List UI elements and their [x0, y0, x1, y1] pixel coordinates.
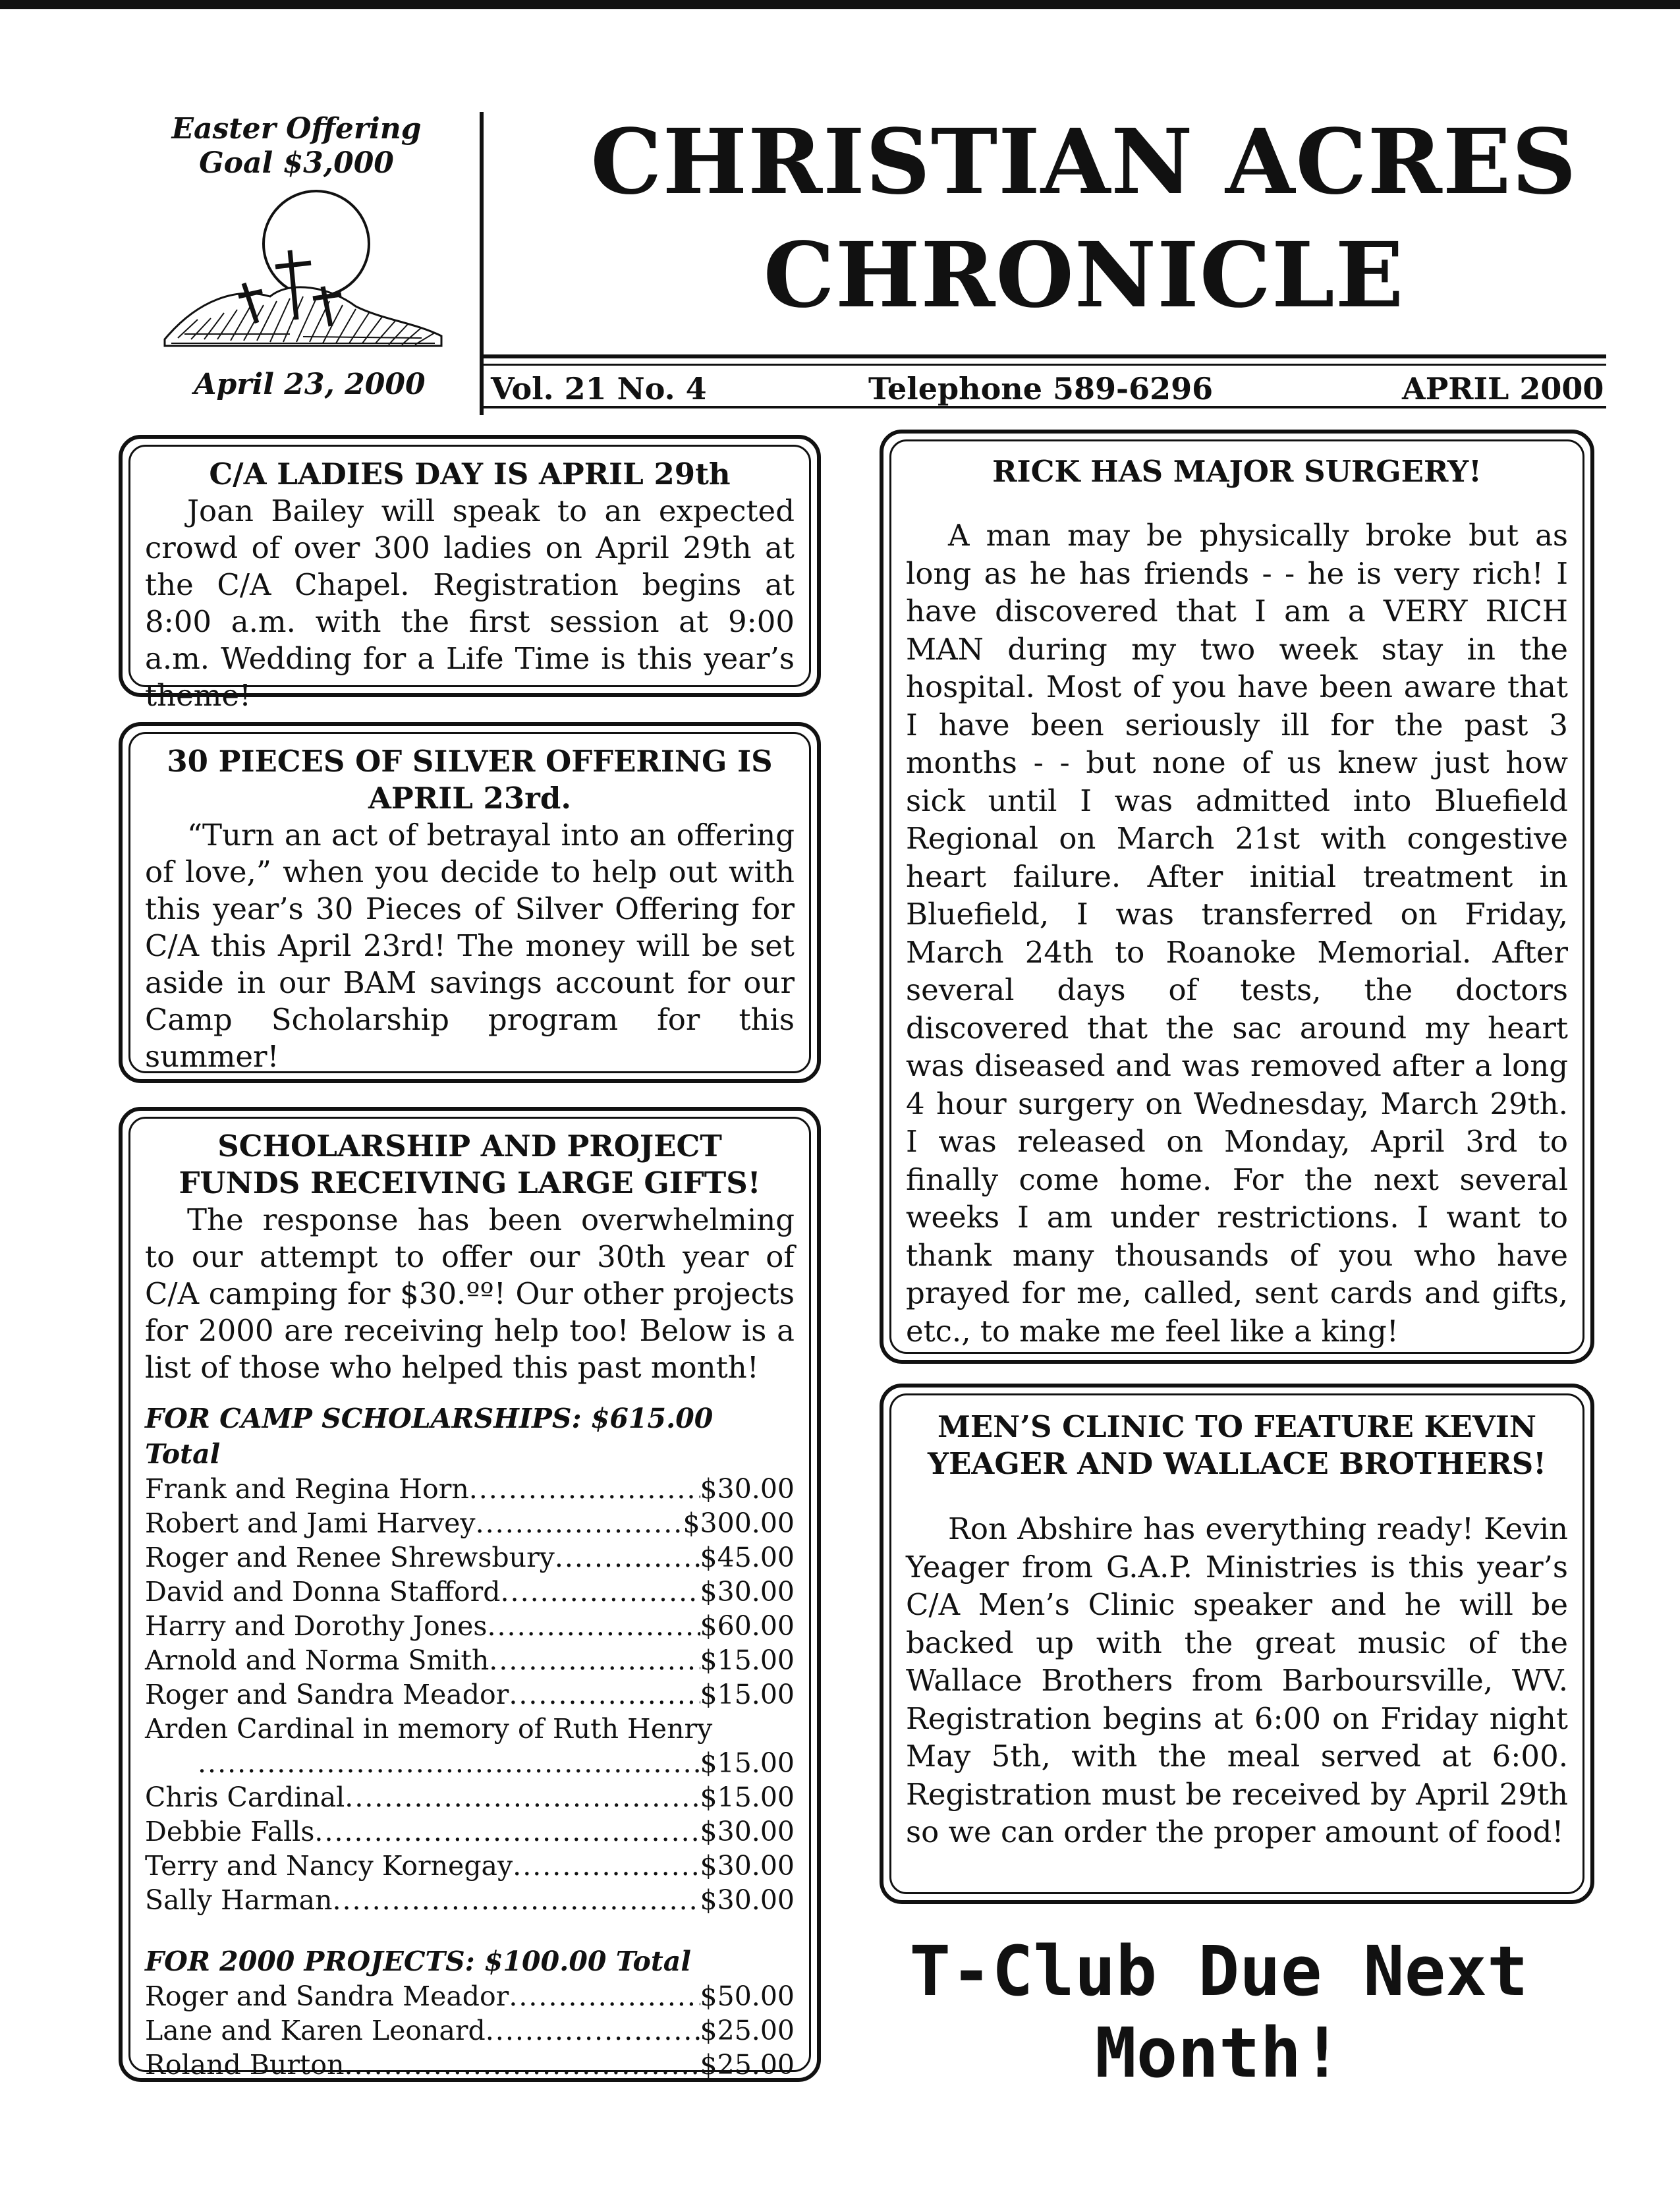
- donor-row: [145, 1472, 795, 1506]
- easter-offering-goal: [152, 112, 441, 181]
- donor-row: [145, 1979, 795, 2013]
- article-body: A man may be physically broke but as long as he has friends - - he is very rich! I have discovered that I am a VERY RICH MAN during my two week stay in the hospital. Most of you have been aware that I have been seriously ill for the past 3 months - - but none of us knew just how sick until I was admitted into Bluefield Regional on March 21st with congestive heart failure. After initial treatment in Bluefield, I was transferred on Friday, March 24th to Roanoke Memorial. After several days of tests, the doctors discovered that the sac around my heart was diseased and was removed after a long 4 hour surgery on Wednesday, March 29th. I was released on Monday, April 3rd to finally come home. For the next several weeks I am under restrictions. I want to thank many thousands of you who have prayed for me, called, sent cards and gifts, etc., to make me feel like a king!: [906, 518, 1568, 1349]
- article-heading: MEN’S CLINIC TO FEATURE KEVIN YEAGER AND WALLACE BROTHERS!: [927, 1409, 1546, 1481]
- donor-amount: $50.00: [700, 1980, 795, 2012]
- donor-amount: $30.00: [700, 1473, 795, 1505]
- donor-name: Harry and Dorothy Jones: [145, 1610, 488, 1642]
- article-heading: C/A LADIES DAY IS APRIL 29th: [209, 457, 731, 491]
- offering-line2: Goal $3,000: [199, 146, 394, 180]
- header-rule: [480, 364, 1606, 366]
- issue-date: April 23, 2000: [194, 368, 426, 401]
- donor-amount: $30.00: [700, 1816, 795, 1847]
- article-body: Joan Bailey will speak to an expected crowd of over 300 ladies on April 29th at the C/A Chapel. Registration begins at 8:00 a.m. with the first session at 9:00 a.m. Wedding for a Life Time is this year’s theme!: [145, 493, 795, 713]
- donor-amount: $25.00: [700, 2015, 795, 2046]
- telephone: Telephone 589-6296: [868, 371, 1214, 407]
- t-club-line1: T-Club Due Next: [909, 1931, 1528, 2011]
- donor-row: [145, 2048, 795, 2082]
- scholarship-article: [119, 1107, 821, 2082]
- donor-name: Roland Burton: [145, 2049, 345, 2081]
- donor-name: Frank and Regina Horn: [145, 1473, 469, 1505]
- camp-donor-list: [145, 1472, 795, 1917]
- donor-row: [145, 1677, 795, 1712]
- donor-row: [145, 1506, 795, 1540]
- title-line2: CHRONICLE: [763, 223, 1405, 328]
- article-body: “Turn an act of betrayal into an offering of love,” when you decide to help out with this year’s 30 Pieces of Silver Offering for C/A this April 23rd! The money will be set aside in our BAM savings account for our Camp Scholarship program for this summer!: [145, 818, 795, 1074]
- donor-amount: $60.00: [700, 1610, 795, 1642]
- camp-scholarships-title: FOR CAMP SCHOLARSHIPS: $615.00 Total: [145, 1403, 714, 1470]
- donor-name: Roger and Sandra Meador: [145, 1980, 509, 2012]
- donor-amount: $30.00: [700, 1576, 795, 1608]
- donor-amount: $30.00: [700, 1884, 795, 1916]
- issue-month: APRIL 2000: [1402, 371, 1604, 407]
- newsletter-title: [488, 105, 1680, 332]
- title-line1: CHRISTIAN ACRES: [590, 109, 1577, 215]
- offering-line1: Easter Offering: [171, 112, 422, 146]
- donor-row: [145, 1643, 795, 1677]
- donor-amount: $15.00: [700, 1679, 795, 1710]
- t-club-line2: Month!: [1095, 2013, 1343, 2093]
- silver-offering-article: [119, 722, 821, 1083]
- donor-amount: $15.00: [700, 1781, 795, 1813]
- top-border: [0, 0, 1680, 9]
- donor-row: [145, 1540, 795, 1575]
- donor-name: Roger and Sandra Meador: [145, 1679, 509, 1710]
- donor-name: Debbie Falls: [145, 1816, 315, 1847]
- volume-number: Vol. 21 No. 4: [491, 371, 707, 407]
- crosses-hill-illustration: [158, 188, 448, 359]
- article-heading-line1: SCHOLARSHIP AND PROJECT: [217, 1129, 722, 1164]
- donor-row: [145, 1814, 795, 1849]
- donor-name: Chris Cardinal: [145, 1781, 345, 1813]
- article-body: Ron Abshire has everything ready! Kevin Yeager from G.A.P. Ministries is this year’s C/A Men’s Clinic speaker and he will be backed up with the great music of the Wallace Brothers from Barboursville, WV. Registration begins at 6:00 on Friday night May 5th, with the meal served at 6:00. Registration must be received by April 29th so we can order the proper amount of food!: [906, 1511, 1568, 1849]
- header-divider: [480, 112, 484, 415]
- ladies-day-article: [119, 435, 821, 713]
- mens-clinic-article: [880, 1384, 1594, 1904]
- article-heading: RICK HAS MAJOR SURGERY!: [992, 454, 1482, 489]
- donor-amount: $300.00: [683, 1507, 795, 1539]
- projects-title: FOR 2000 PROJECTS: $100.00 Total: [145, 1946, 691, 1977]
- surgery-article: [880, 430, 1594, 1364]
- donor-row: [145, 1746, 795, 1780]
- article-body: The response has been overwhelming to our attempt to offer our 30th year of C/A camping for $30.ºº! Our other projects for 2000 are receiving help too! Below is a list of those who helped this past month!: [145, 1202, 795, 1385]
- donor-row: [145, 1780, 795, 1814]
- donor-row: [145, 2013, 795, 2048]
- donor-amount: $25.00: [700, 2049, 795, 2081]
- t-club-notice: [856, 1930, 1581, 2094]
- donor-name: Arden Cardinal in memory of Ruth Henry: [145, 1713, 713, 1745]
- article-heading-line2: FUNDS RECEIVING LARGE GIFTS!: [179, 1165, 761, 1200]
- donor-amount: $30.00: [700, 1850, 795, 1882]
- donor-amount: $15.00: [700, 1747, 795, 1779]
- donor-row: [145, 1609, 795, 1643]
- donor-name: Terry and Nancy Kornegay: [145, 1850, 513, 1882]
- donor-amount: $15.00: [700, 1644, 795, 1676]
- donor-name: Robert and Jami Harvey: [145, 1507, 476, 1539]
- donor-row: [145, 1575, 795, 1609]
- donor-name: Sally Harman: [145, 1884, 333, 1916]
- donor-row: [145, 1883, 795, 1917]
- donor-row: [145, 1849, 795, 1883]
- donor-name: Roger and Renee Shrewsbury: [145, 1542, 555, 1573]
- donor-name: David and Donna Stafford: [145, 1576, 501, 1608]
- donor-name: Arnold and Norma Smith: [145, 1644, 490, 1676]
- donor-amount: $45.00: [700, 1542, 795, 1573]
- projects-donor-list: [145, 1979, 795, 2082]
- donor-name: Lane and Karen Leonard: [145, 2015, 486, 2046]
- article-heading: 30 PIECES OF SILVER OFFERING IS APRIL 23rd.: [167, 744, 773, 816]
- header-rule: [480, 354, 1606, 358]
